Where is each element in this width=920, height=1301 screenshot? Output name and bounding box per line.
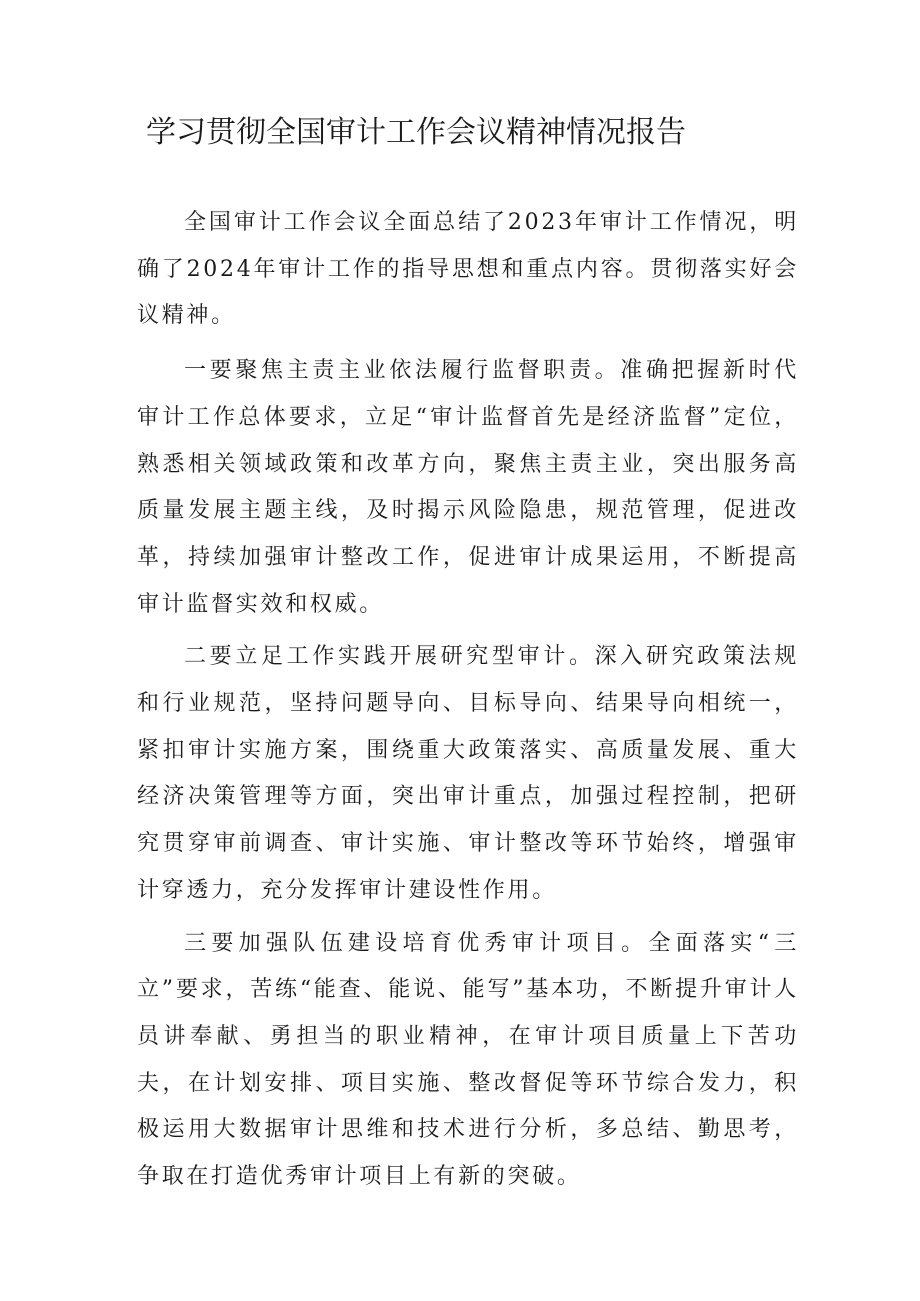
paragraph-point-two: 二要立足工作实践开展研究型审计。深入研究政策法规和行业规范，坚持问题导向、目标导向、结果导向相统一，紧扣审计实施方案，围绕重大政策落实、高质量发展、重大经济决策管理等方面，突出审计重点，加强过程控制，把研究贯穿审前调查、审计实施、审计整改等环节始终，增强审计穿透力，充分发挥审计建设性作用。 xyxy=(137,644,799,903)
document-body xyxy=(137,200,799,1201)
paragraph-point-one: 一要聚焦主责主业依法履行监督职责。准确把握新时代审计工作总体要求，立足“审计监督首先是经济监督”定位，熟悉相关领域政策和改革方向，聚焦主责主业，突出服务高质量发展主题主线，及时揭示风险隐患，规范管理，促进改革，持续加强审计整改工作，促进审计成果运用，不断提高审计监督实效和权威。 xyxy=(137,358,799,617)
paragraph-point-three: 三要加强队伍建设培育优秀审计项目。全面落实“三立”要求，苦练“能查、能说、能写”基本功，不断提升审计人员讲奉献、勇担当的职业精神，在审计项目质量上下苦功夫，在计划安排、项目实施、整改督促等环节综合发力，积极运用大数据审计思维和技术进行分析，多总结、勤思考，争取在打造优秀审计项目上有新的突破。 xyxy=(137,930,799,1190)
page-title: 学习贯彻全国审计工作会议精神情况报告 xyxy=(146,115,686,150)
paragraph-intro: 全国审计工作会议全面总结了2023年审计工作情况，明确了2024年审计工作的指导思想和重点内容。贯彻落实好会议精神。 xyxy=(137,210,799,329)
